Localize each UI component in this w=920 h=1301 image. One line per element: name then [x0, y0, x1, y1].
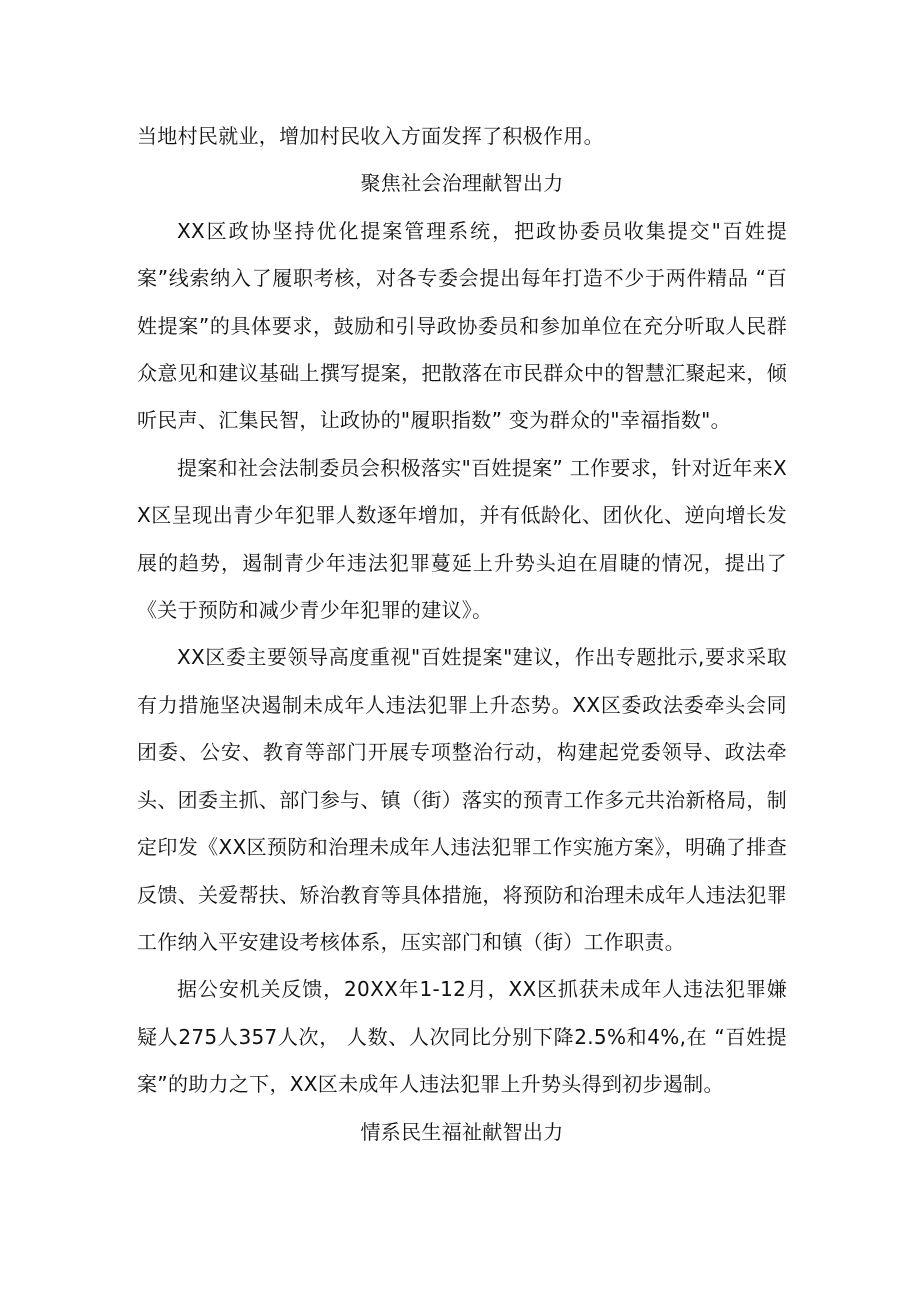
paragraph-continuation: 当地村民就业，增加村民收入方面发挥了积极作用。: [137, 124, 604, 148]
paragraph-police-feedback: 据公安机关反馈，20XX年1-12月，XX区抓获未成年人违法犯罪嫌疑人275人357人次， 人数、人次同比分别下降2.5%和4%,在 “百姓提案”的助力之下，XX区未成年人违法犯罪上升势头得到初步遏制。: [137, 977, 787, 1097]
document-body: [137, 113, 787, 1156]
paragraph-youth-crime-proposal: 提案和社会法制委员会积极落实"百姓提案” 工作要求，针对近年来XX区呈现出青少年犯罪人数逐年增加，并有低龄化、团伙化、逆向增长发展的趋势，遏制青少年违法犯罪蔓延上升势头迫在眉睫的情况，提出了《关于预防和减少青少年犯罪的建议》。: [137, 455, 787, 623]
paragraph-district-action: XX区委主要领导高度重视"百姓提案"建议，作出专题批示,要求采取有力措施坚决遏制未成年人违法犯罪上升态势。XX区委政法委牵头会同团委、公安、教育等部门开展专项整治行动，构建起党委领导、政法牵头、团委主抓、部门参与、镇（街）落实的预青工作多元共治新格局，制定印发《XX区预防和治理未成年人违法犯罪工作实施方案》，明确了排查反馈、关爱帮扶、矫治教育等具体措施，将预防和治理未成年人违法犯罪工作纳入平安建设考核体系，压实部门和镇（街）工作职责。: [137, 645, 787, 954]
section-heading-livelihood: 情系民生福祉献智出力: [360, 1119, 564, 1144]
section-heading-social-governance: 聚焦社会治理献智出力: [360, 171, 564, 196]
paragraph-proposal-system: XX区政协坚持优化提案管理系统，把政协委员收集提交"百姓提案”线索纳入了履职考核，对各专委会提出每年打造不少于两件精品 “百姓提案”的具体要求，鼓励和引导政协委员和参加单位在充分听取人民群众意见和建议基础上撰写提案，把散落在市民群众中的智慧汇聚起来，倾听民声、汇集民智，让政协的"履职指数” 变为群众的"幸福指数"。: [137, 218, 787, 433]
